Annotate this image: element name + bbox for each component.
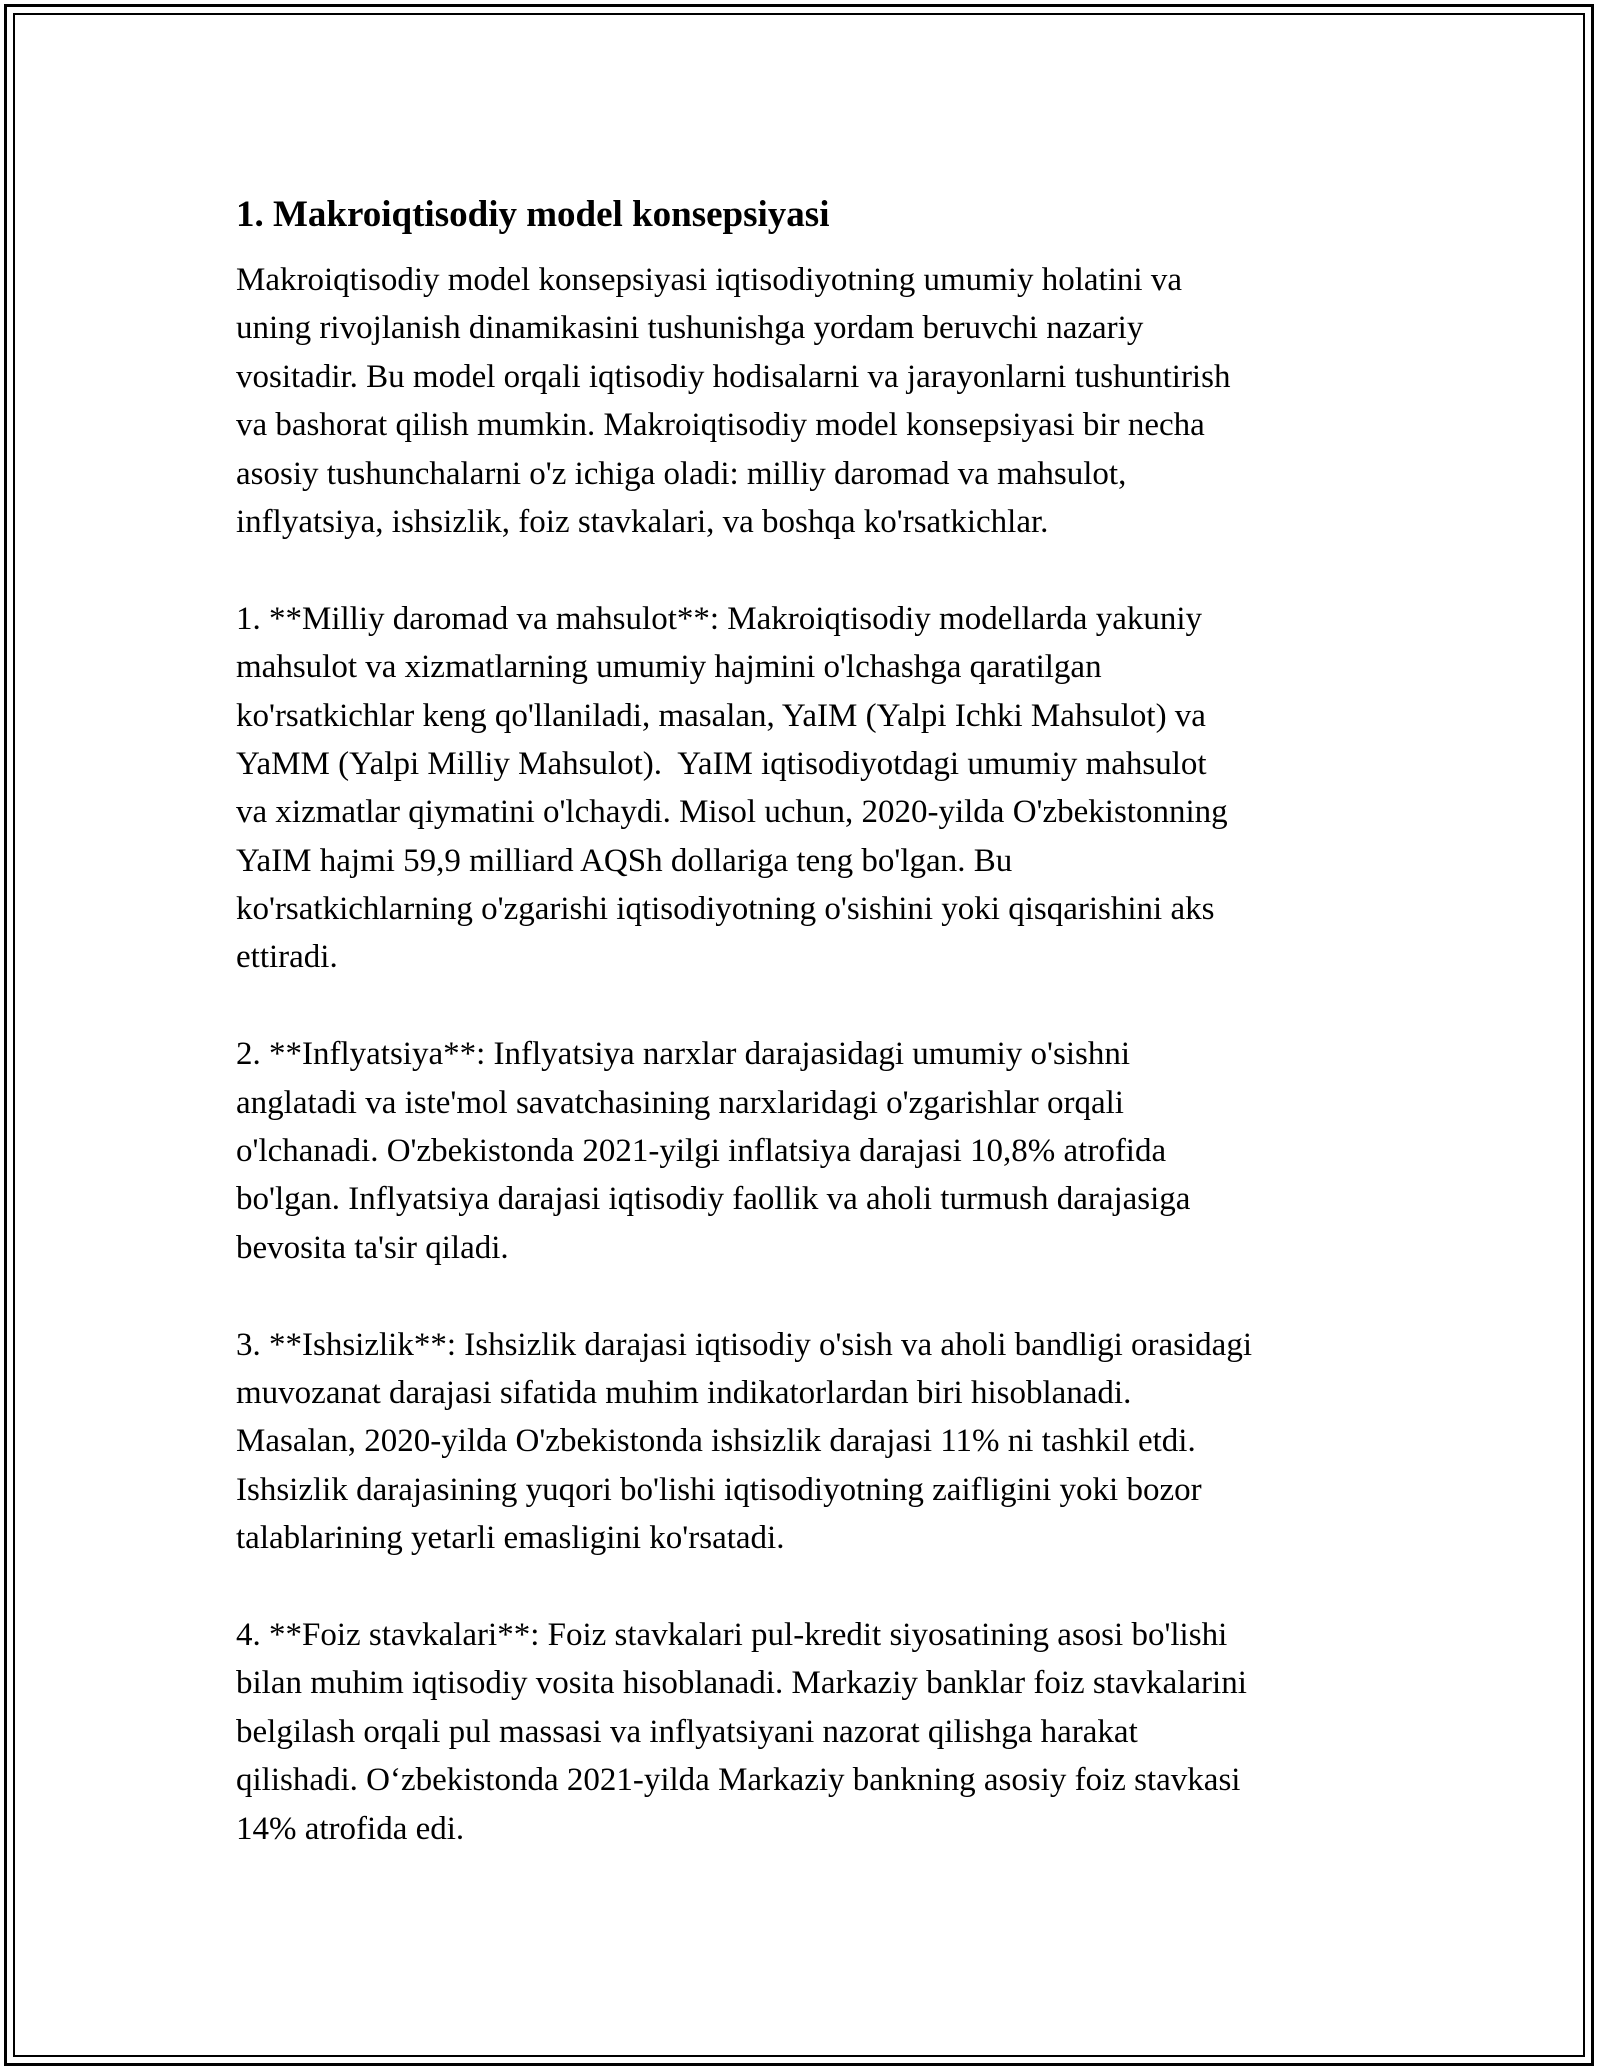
text-line: 3. **Ishsizlik**: Ishsizlik darajasi iqtisodiy o'sish va aholi bandligi orasidagi bbox=[236, 1326, 1252, 1363]
text-line: YaMM (Yalpi Milliy Mahsulot). YaIM iqtisodiyotdagi umumiy mahsulot bbox=[236, 745, 1207, 782]
list-item-ishsizlik bbox=[236, 1321, 1396, 1563]
list-item-milliy-daromad bbox=[236, 595, 1396, 982]
text-line: talablarining yetarli emasligini ko'rsatadi. bbox=[236, 1520, 785, 1557]
text-line: ko'rsatkichlarning o'zgarishi iqtisodiyotning o'sishini yoki qisqarishini aks bbox=[236, 891, 1215, 928]
text-line: 4. **Foiz stavkalari**: Foiz stavkalari pul-kredit siyosatining asosi bo'lishi bbox=[236, 1616, 1228, 1653]
text-line: Makroiqtisodiy model konsepsiyasi iqtisodiyotning umumiy holatini va bbox=[236, 262, 1182, 298]
list-item-inflyatsiya bbox=[236, 1030, 1396, 1272]
text-line: va xizmatlar qiymatini o'lchaydi. Misol uchun, 2020-yilda O'zbekistonning bbox=[236, 794, 1228, 831]
text-line: YaIM hajmi 59,9 milliard AQSh dollariga teng bo'lgan. Bu bbox=[236, 842, 1013, 879]
text-line: bo'lgan. Inflyatsiya darajasi iqtisodiy faollik va aholi turmush darajasiga bbox=[236, 1181, 1191, 1218]
text-line: ettiradi. bbox=[236, 939, 338, 976]
text-line: qilishadi. O‘zbekistonda 2021-yilda Markaziy bankning asosiy foiz stavkasi bbox=[236, 1762, 1241, 1799]
text-line: va bashorat qilish mumkin. Makroiqtisodiy model konsepsiyasi bir necha bbox=[236, 407, 1205, 444]
text-line: o'lchanadi. O'zbekistonda 2021-yilgi inflatsiya darajasi 10,8% atrofida bbox=[236, 1133, 1167, 1170]
paragraph-gap bbox=[236, 1272, 1396, 1320]
paragraph-gap bbox=[236, 546, 1396, 594]
text-line: Masalan, 2020-yilda O'zbekistonda ishsizlik darajasi 11% ni tashkil etdi. bbox=[236, 1423, 1196, 1460]
text-line: asosiy tushunchalarni o'z ichiga oladi: milliy daromad va mahsulot, bbox=[236, 455, 1127, 492]
text-line: uning rivojlanish dinamikasini tushunishga yordam beruvchi nazariy bbox=[236, 310, 1144, 347]
text-line: belgilash orqali pul massasi va inflyatsiyani nazorat qilishga harakat bbox=[236, 1713, 1138, 1750]
text-line: 14% atrofida edi. bbox=[236, 1810, 465, 1847]
text-line: bilan muhim iqtisodiy vosita hisoblanadi. Markaziy banklar foiz stavkalarini bbox=[236, 1665, 1247, 1702]
text-line: 1. **Milliy daromad va mahsulot**: Makroiqtisodiy modellarda yakuniy bbox=[236, 600, 1203, 637]
text-line: 2. **Inflyatsiya**: Inflyatsiya narxlar darajasidagi umumiy o'sishni bbox=[236, 1036, 1130, 1073]
text-line: ko'rsatkichlar keng qo'llaniladi, masalan, YaIM (Yalpi Ichki Mahsulot) va bbox=[236, 697, 1206, 734]
paragraph-gap bbox=[236, 982, 1396, 1030]
section-heading: 1. Makroiqtisodiy model konsepsiyasi bbox=[236, 194, 830, 235]
intro-paragraph bbox=[236, 256, 1396, 546]
text-line: mahsulot va xizmatlarning umumiy hajmini o'lchashga qaratilgan bbox=[236, 649, 1102, 686]
document-content bbox=[236, 186, 1396, 1853]
text-line: inflyatsiya, ishsizlik, foiz stavkalari, va boshqa ko'rsatkichlar. bbox=[236, 503, 1049, 540]
paragraph-gap bbox=[236, 1563, 1396, 1611]
text-line: Ishsizlik darajasining yuqori bo'lishi iqtisodiyotning zaifligini yoki bozor bbox=[236, 1471, 1202, 1508]
text-line: anglatadi va iste'mol savatchasining narxlaridagi o'zgarishlar orqali bbox=[236, 1084, 1124, 1121]
list-item-foiz-stavkalari bbox=[236, 1611, 1396, 1853]
text-line: bevosita ta'sir qiladi. bbox=[236, 1229, 509, 1266]
document-body bbox=[236, 256, 1396, 1853]
text-line: vositadir. Bu model orqali iqtisodiy hodisalarni va jarayonlarni tushuntirish bbox=[236, 358, 1231, 395]
text-line: muvozanat darajasi sifatida muhim indikatorlardan biri hisoblanadi. bbox=[236, 1374, 1132, 1411]
